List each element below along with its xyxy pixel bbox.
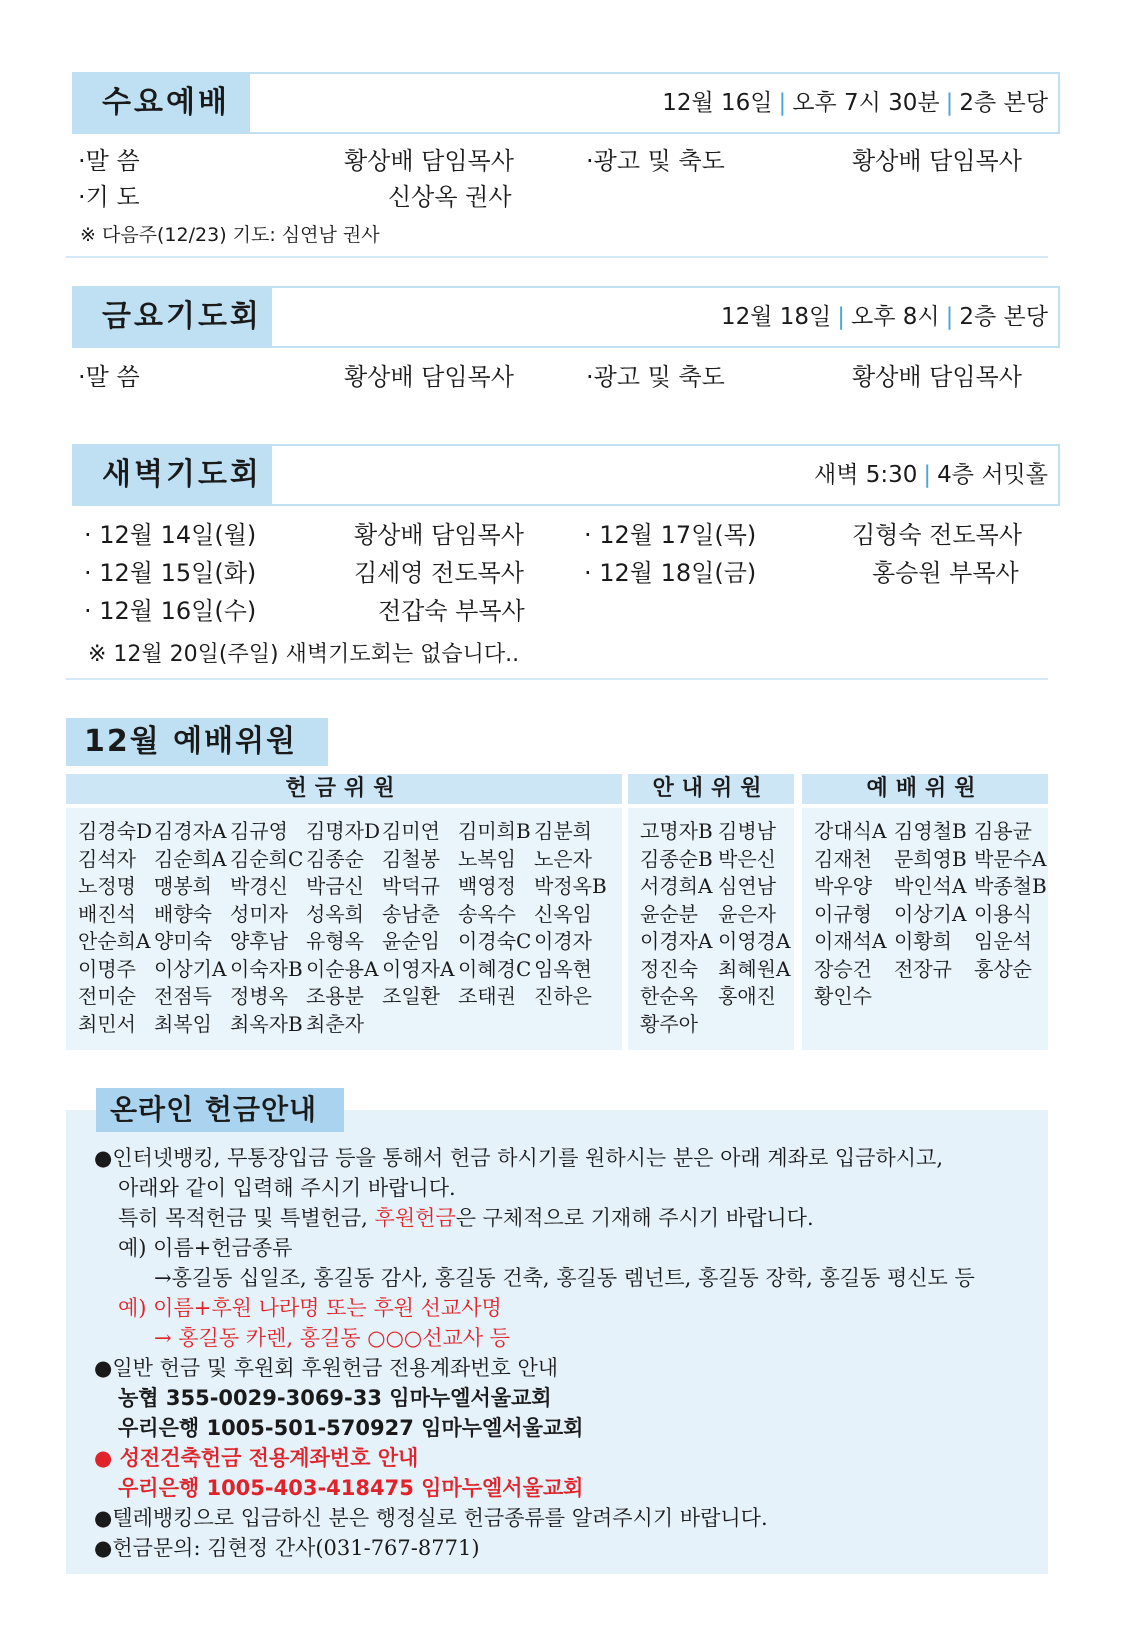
offering-member-name: 송남춘 [382,901,440,926]
worship-member-name: 이재석A [814,929,887,953]
online-text: 특히 목적헌금 및 특별헌금, [118,1206,375,1230]
worship-member-name: 김재천 [814,846,872,871]
worship-member-name: 이황희 [894,929,952,953]
online-text: 은 구체적으로 기재해 주시기 바랍니다. [455,1206,814,1230]
wednesday-place: 2층 본당 [959,90,1048,116]
guide-member-name: 윤순분 [640,901,698,926]
online-line: ● 성전건축헌금 전용계좌번호 안내 [94,1446,419,1470]
dawn-date: · 12월 16일(수) [84,597,257,625]
offering-member-name: 맹봉희 [154,874,212,898]
offering-member-name: 윤순임 [382,929,440,953]
wednesday-ads-name: 황상배 담임목사 [852,147,1022,175]
online-line: ●인터넷뱅킹, 무통장입금 등을 통해서 헌금 하시기를 원하시는 분은 아래 계좌로 입금하시고, [94,1146,944,1170]
offering-member-name: 이순용A [306,956,379,981]
offering-member-name: 김미희B [458,819,531,843]
dawn-date: · 12월 18일(금) [584,559,757,587]
worship-member-name: 임운석 [974,929,1032,953]
offering-member-name: 노복임 [458,846,516,871]
dawn-place: 4층 서밋홀 [937,462,1048,488]
worship-member-name: 박인석A [894,874,967,898]
offering-member-name: 정병옥 [230,984,288,1008]
offering-member-name: 최복임 [154,1011,212,1036]
dawn-preacher: 김형숙 전도목사 [852,521,1022,549]
guide-member-name: 홍애진 [718,984,776,1008]
wednesday-prayer-name: 신상옥 권사 [388,183,512,211]
offering-member-name: 조일환 [382,984,440,1008]
offering-member-name: 조용분 [306,984,364,1008]
wednesday-title: 수요예배 [74,74,250,132]
offering-member-name: 안순희A [78,929,151,953]
friday-header [72,286,1060,348]
dawn-preacher: 홍승원 부목사 [872,559,1019,587]
wednesday-prayer-label: ·기 도 [78,183,140,211]
offering-member-name: 유형옥 [306,929,364,953]
offering-member-name: 김명자D [306,819,380,843]
offering-member-name: 노은자 [534,846,592,871]
friday-schedule: 12월 18일 | 오후 8시 | 2층 본당 [721,304,1048,330]
friday-ads-label: ·광고 및 축도 [586,363,725,391]
offering-member-name: 양미숙 [154,929,212,953]
worship-header: 예배위원 [802,774,1048,804]
offering-member-name: 김경자A [154,819,227,843]
online-line: ●텔레뱅킹으로 입금하신 분은 행정실로 헌금종류를 알려주시기 바랍니다. [94,1506,768,1530]
worship-member-name: 장승건 [814,956,872,981]
guide-member-name: 박은신 [718,846,776,871]
guide-names [628,808,794,1050]
offering-member-name: 이혜경C [458,956,532,981]
offering-member-name: 이영자A [382,956,455,981]
guide-member-name: 고명자B [640,819,713,843]
worship-member-name: 홍상순 [974,956,1032,981]
worship-member-name: 박우양 [814,874,872,898]
offering-member-name: 이숙자B [230,956,303,981]
guide-member-name: 황주아 [640,1011,698,1036]
offering-member-name: 배향숙 [154,901,212,926]
worship-member-name: 강대식A [814,819,887,843]
worship-member-name: 김영철B [894,819,967,843]
offering-member-name: 박경신 [230,874,288,898]
wednesday-sermon-name: 황상배 담임목사 [344,147,514,175]
offering-header: 헌금위원 [66,774,622,804]
guide-member-name: 김병남 [718,819,776,843]
worship-member-name: 이규형 [814,901,872,926]
worship-member-name: 황인수 [814,984,872,1008]
offering-member-name: 김순희A [154,846,227,871]
online-line-mixed [118,1204,814,1233]
divider [66,256,1048,258]
dawn-note: ※ 12월 20일(주일) 새벽기도회는 없습니다.. [88,642,520,667]
online-highlight: 후원헌금 [374,1206,456,1230]
online-line: 아래와 같이 입력해 주시기 바랍니다. [118,1176,456,1200]
committee-title: 12월 예배위원 [66,718,328,766]
offering-member-name: 김석자 [78,846,136,871]
offering-member-name: 김분희 [534,819,592,843]
friday-time: 오후 8시 [851,304,940,330]
worship-member-name: 김용균 [974,819,1032,843]
dawn-preacher: 황상배 담임목사 [354,521,524,549]
offering-member-name: 최옥자B [230,1011,303,1036]
offering-member-name: 전점득 [154,984,212,1008]
guide-member-name: 윤은자 [718,901,776,926]
worship-names [802,808,1048,1050]
guide-member-name: 이경자A [640,929,713,953]
friday-place: 2층 본당 [959,304,1048,330]
online-line: → 홍길동 카렌, 홍길동 ○○○선교사 등 [154,1326,511,1350]
account-woori-general: 우리은행 1005-501-570927 임마누엘서울교회 [118,1416,584,1440]
dawn-date: · 12월 15일(화) [84,559,257,587]
friday-sermon-label: ·말 씀 [78,363,140,391]
offering-member-name: 배진석 [78,901,136,926]
divider [66,678,1048,680]
offering-member-name: 임옥현 [534,956,592,981]
offering-member-name: 성미자 [230,901,288,926]
worship-member-name: 문희영B [894,846,967,871]
online-offering-title: 온라인 헌금안내 [96,1088,344,1132]
wednesday-header [72,72,1060,134]
friday-date: 12월 18일 [721,304,832,330]
offering-member-name: 박금신 [306,874,364,898]
wednesday-sermon-label: ·말 씀 [78,147,140,175]
guide-member-name: 서경희A [640,874,713,898]
friday-sermon-name: 황상배 담임목사 [344,363,514,391]
offering-member-name: 양후남 [230,929,288,953]
offering-member-name: 이상기A [154,956,227,981]
dawn-title: 새벽기도회 [74,446,272,504]
offering-member-name: 조태권 [458,984,516,1008]
offering-names [66,808,622,1050]
offering-member-name: 최춘자 [306,1011,364,1036]
dawn-schedule: 새벽 5:30 | 4층 서밋홀 [814,462,1048,488]
offering-member-name: 백영정 [458,874,516,898]
offering-member-name: 이경자 [534,929,592,953]
offering-member-name: 전미순 [78,984,136,1008]
offering-member-name: 김철봉 [382,846,440,871]
offering-member-name: 이경숙C [458,929,532,953]
offering-member-name: 노정명 [78,874,136,898]
dawn-date: · 12월 17일(목) [584,521,757,549]
offering-member-name: 김종순 [306,846,364,871]
guide-member-name: 이영경A [718,929,791,953]
guide-member-name: 김종순B [640,846,713,871]
offering-member-name: 진하은 [534,984,592,1008]
friday-ads-name: 황상배 담임목사 [852,363,1022,391]
offering-member-name: 박정옥B [534,874,607,898]
wednesday-schedule: 12월 16일 | 오후 7시 30분 | 2층 본당 [662,90,1048,116]
offering-member-name: 김규영 [230,819,288,843]
offering-member-name: 송옥수 [458,901,516,926]
guide-member-name: 한순옥 [640,984,698,1008]
offering-member-name: 김순희C [230,846,304,871]
offering-member-name: 성옥희 [306,901,364,926]
dawn-time: 새벽 5:30 [814,462,918,488]
guide-member-name: 최혜원A [718,956,791,981]
dawn-header [72,444,1060,506]
guide-member-name: 심연남 [718,874,776,898]
offering-member-name: 김경숙D [78,819,152,843]
offering-member-name: 김미연 [382,819,440,843]
dawn-preacher: 전갑숙 부목사 [378,597,525,625]
wednesday-ads-label: ·광고 및 축도 [586,147,725,175]
dawn-date: · 12월 14일(월) [84,521,257,549]
online-line: 예) 이름+후원 나라명 또는 후원 선교사명 [118,1296,502,1320]
worship-member-name: 박종철B [974,874,1047,898]
guide-member-name: 정진숙 [640,956,698,981]
account-nonghyup: 농협 355-0029-3069-33 임마누엘서울교회 [118,1386,552,1410]
wednesday-date: 12월 16일 [662,90,773,116]
offering-member-name: 이명주 [78,956,136,981]
guide-header: 안내위원 [628,774,794,804]
online-line: ●일반 헌금 및 후원회 후원헌금 전용계좌번호 안내 [94,1356,559,1380]
worship-member-name: 이용식 [974,901,1032,926]
friday-title: 금요기도회 [74,288,272,346]
offering-member-name: 최민서 [78,1011,136,1036]
offering-member-name: 박덕규 [382,874,440,898]
online-contact: ●헌금문의: 김현정 간사(031-767-8771) [94,1536,480,1560]
worship-member-name: 박문수A [974,846,1047,871]
worship-member-name: 이상기A [894,901,967,926]
wednesday-note: ※ 다음주(12/23) 기도: 심연남 권사 [80,224,380,246]
online-line: 예) 이름+헌금종류 [118,1236,293,1260]
offering-member-name: 신옥임 [534,901,592,926]
online-line: →홍길동 십일조, 홍길동 감사, 홍길동 건축, 홍길동 렘넌트, 홍길동 장학, 홍길동 평신도 등 [154,1266,975,1290]
dawn-preacher: 김세영 전도목사 [354,559,524,587]
account-woori-building: 우리은행 1005-403-418475 임마누엘서울교회 [118,1476,584,1500]
worship-member-name: 전장규 [894,956,952,981]
wednesday-time: 오후 7시 30분 [792,90,940,116]
